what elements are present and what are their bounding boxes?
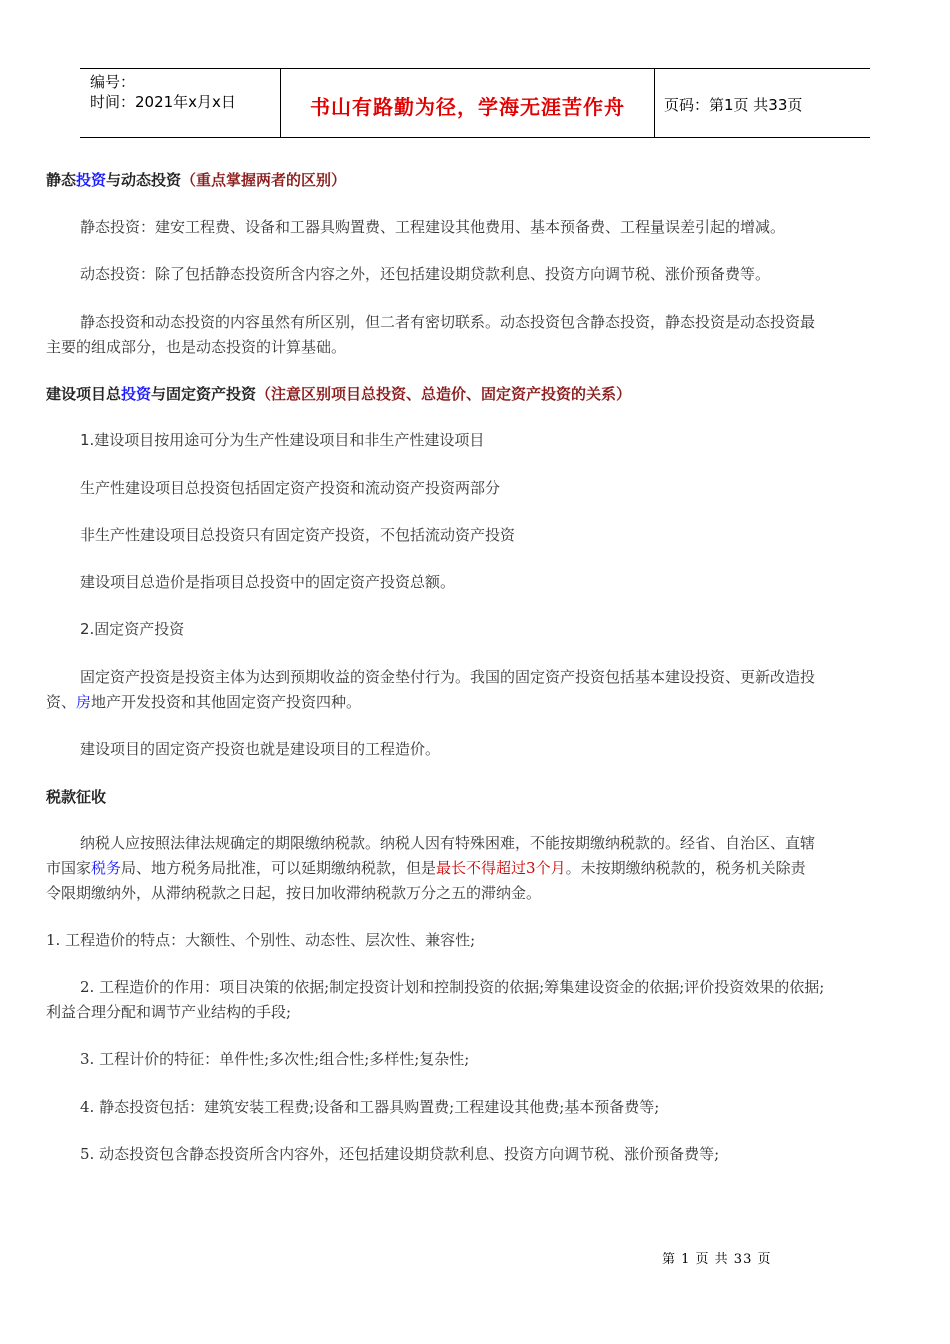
paragraph-text: 。未按期缴纳税款的，税务机关除责	[565, 859, 806, 877]
paragraph: 建设项目的固定资产投资也就是建设项目的工程造价。	[80, 740, 441, 758]
list-item: 4. 静态投资包括：建筑安装工程费;设备和工器具购置费;工程建设其他费;基本预备费等;	[80, 1098, 660, 1116]
section-heading-static-dynamic	[46, 168, 346, 193]
paragraph: 1.建设项目按用途可分为生产性建设项目和非生产性建设项目	[80, 431, 485, 449]
header-page-info: 页码：第1页 共33页	[664, 96, 803, 114]
highlighted-text: 最长不得超过3个月	[436, 859, 566, 877]
paragraph: 主要的组成部分，也是动态投资的计算基础。	[46, 338, 347, 356]
heading-text: 建设项目总	[46, 385, 122, 403]
paragraph: 静态投资：建安工程费、设备和工器具购置费、工程建设其他费用、基本预备费、工程量误差引起的增减。	[80, 218, 786, 236]
heading-note: （重点掌握两者的区别）	[181, 171, 347, 189]
paragraph: 令限期缴纳外，从滞纳税款之日起，按日加收滞纳税款万分之五的滞纳金。	[46, 884, 542, 902]
heading-text: 静态	[46, 171, 77, 189]
paragraph	[46, 856, 806, 881]
paragraph-text: 地产开发投资和其他固定资产投资四种。	[91, 693, 362, 711]
section-heading-total-investment	[46, 382, 631, 407]
list-item: 5. 动态投资包含静态投资所含内容外，还包括建设期贷款利息、投资方向调节税、涨价预备费等;	[80, 1145, 720, 1163]
list-item: 2. 工程造价的作用：项目决策的依据;制定投资计划和控制投资的依据;筹集建设资金的依据;评价投资效果的依据;	[80, 978, 825, 996]
paragraph: 建设项目总造价是指项目总投资中的固定资产投资总额。	[80, 573, 456, 591]
heading-text: 与固定资产投资	[151, 385, 257, 403]
paragraph: 静态投资和动态投资的内容虽然有所区别，但二者有密切联系。动态投资包含静态投资，静态投资是动态投资最	[80, 313, 816, 331]
page-footer: 第 1 页 共 33 页	[662, 1252, 772, 1267]
paragraph-text: 市国家	[46, 859, 92, 877]
list-item-continuation: 利益合理分配和调节产业结构的手段;	[46, 1003, 292, 1021]
paragraph-text: 资、	[46, 693, 77, 711]
document-time-label: 时间：2021年x月x日	[90, 93, 236, 111]
header-motto: 书山有路勤为径，学海无涯苦作舟	[310, 95, 625, 119]
heading-link-text[interactable]: 投资	[121, 385, 152, 403]
inline-link-text[interactable]: 税务	[91, 859, 122, 877]
header-motto-cell	[280, 69, 655, 137]
heading-note: （注意区别项目总投资、总造价、固定资产投资的关系）	[256, 385, 632, 403]
document-header	[80, 68, 870, 138]
paragraph: 纳税人应按照法律法规确定的期限缴纳税款。纳税人因有特殊困难，不能按期缴纳税款的。经省、自治区、直辖	[80, 834, 816, 852]
section-heading-tax-collection: 税款征收	[46, 788, 107, 806]
header-left-cell	[80, 69, 280, 137]
header-page-cell	[654, 69, 870, 137]
list-item: 3. 工程计价的特征：单件性;多次性;组合性;多样性;复杂性;	[80, 1050, 470, 1068]
paragraph: 生产性建设项目总投资包括固定资产投资和流动资产投资两部分	[80, 479, 501, 497]
document-number-label: 编号：	[90, 73, 136, 91]
paragraph	[46, 690, 361, 715]
inline-link-text[interactable]: 房	[76, 693, 92, 711]
paragraph: 非生产性建设项目总投资只有固定资产投资，不包括流动资产投资	[80, 526, 516, 544]
list-item: 1. 工程造价的特点：大额性、个别性、动态性、层次性、兼容性;	[46, 931, 476, 949]
paragraph: 2.固定资产投资	[80, 620, 185, 638]
heading-text: 与动态投资	[106, 171, 182, 189]
paragraph-text: 局、地方税务局批准，可以延期缴纳税款，但是	[121, 859, 437, 877]
paragraph: 动态投资：除了包括静态投资所含内容之外，还包括建设期贷款利息、投资方向调节税、涨价预备费等。	[80, 265, 771, 283]
heading-link-text[interactable]: 投资	[76, 171, 107, 189]
paragraph: 固定资产投资是投资主体为达到预期收益的资金垫付行为。我国的固定资产投资包括基本建设投资、更新改造投	[80, 668, 816, 686]
